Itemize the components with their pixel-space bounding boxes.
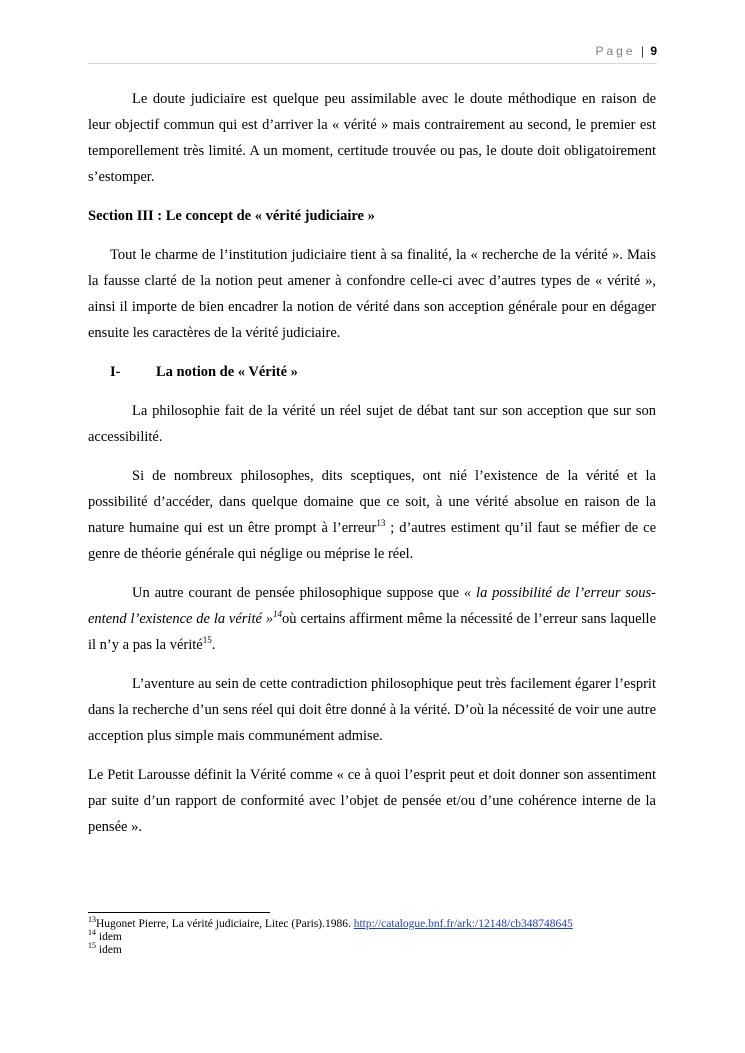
page-number: 9 [650, 44, 657, 58]
paragraph-philosophy: La philosophie fait de la vérité un réel sujet de débat tant sur son acception que sur son accessibilité. [88, 403, 656, 445]
paragraph-error-text-c: . [211, 637, 216, 653]
page-separator: | [640, 44, 644, 58]
footnote-number: 15 [88, 941, 96, 951]
header-divider [88, 63, 657, 64]
paragraph-error-text-b: où certains affirment même la nécessité de l’erreur sans laquelle il n’y a pas la vérité [88, 611, 656, 653]
paragraph-sceptics-text-a: Si de nombreux philosophes, dits sceptiques, ont nié l’existence de la vérité et la possibilité d’accéder, dans quelque domaine que ce soit, à une vérité absolue en raison de la nature humaine qui est un être prompt à l’erreur [88, 468, 656, 536]
paragraph-sceptics-text-b: ; d’autres estiment qu’il faut se méfier de ce genre de théorie générale qui néglige ou méprise le réel. [88, 520, 656, 562]
page-header [88, 44, 657, 62]
subsection-title: La notion de « Vérité » [156, 364, 298, 380]
footnote-divider [88, 912, 270, 913]
paragraph-error [88, 580, 656, 658]
subsection-number: I- [110, 364, 121, 380]
footnote-ref-13[interactable]: 13 [376, 518, 386, 529]
section-heading: Section III : Le concept de « vérité judiciaire » [88, 208, 375, 224]
footnote-number: 14 [88, 928, 96, 938]
footnote-ref-14[interactable]: 14 [273, 609, 283, 620]
paragraph-institution: Tout le charme de l’institution judiciaire tient à sa finalité, la « recherche de la vérité ». Mais la fausse clarté de la notion peut amener à confondre celle-ci avec d’autres types de « vérité », ainsi il importe de bien encadrer la notion de vérité dans son acception générale pour en dégager ensuite les caractères de la vérité judiciaire. [88, 247, 656, 341]
document-body [88, 86, 656, 853]
page-label: Page [595, 44, 636, 58]
paragraph-larousse: Le Petit Larousse définit la Vérité comme « ce à quoi l’esprit peut et doit donner son assentiment par suite d’un rapport de conformité avec l’objet de pensée et/ou d’une cohérence interne de la pensée ». [88, 767, 656, 835]
footnote-14 [88, 928, 688, 944]
footnote-number: 13 [88, 915, 96, 925]
footnote-15 [88, 941, 688, 957]
paragraph-adventure: L’aventure au sein de cette contradiction philosophique peut très facilement égarer l’esprit dans la recherche d’un sens réel qui doit être donné à la vérité. D’où la nécessité de voir une autre acception plus simple mais communément admise. [88, 676, 656, 744]
paragraph-doubt: Le doute judiciaire est quelque peu assimilable avec le doute méthodique en raison de leur objectif commun qui est d’arriver la « vérité » mais contrairement au second, le premier est temporellement très limité. A un moment, certitude trouvée ou pas, le doute doit obligatoirement s’estomper. [88, 91, 656, 185]
footnote-text: idem [96, 931, 122, 943]
footnote-text: idem [96, 944, 122, 956]
footnote-13 [88, 915, 688, 931]
italic-quote: « la possibilité de l’erreur sous-entend l’existence de la vérité » [88, 585, 656, 627]
paragraph-sceptics [88, 463, 656, 567]
subsection-heading [88, 359, 656, 385]
footnotes [88, 915, 688, 957]
footnote-text: Hugonet Pierre, La vérité judiciaire, Litec (Paris).1986. [96, 918, 354, 930]
paragraph-error-text-a: Un autre courant de pensée philosophique suppose que [132, 585, 464, 601]
footnote-link[interactable]: http://catalogue.bnf.fr/ark:/12148/cb348748645 [353, 918, 573, 930]
footnote-ref-15[interactable]: 15 [202, 635, 212, 646]
